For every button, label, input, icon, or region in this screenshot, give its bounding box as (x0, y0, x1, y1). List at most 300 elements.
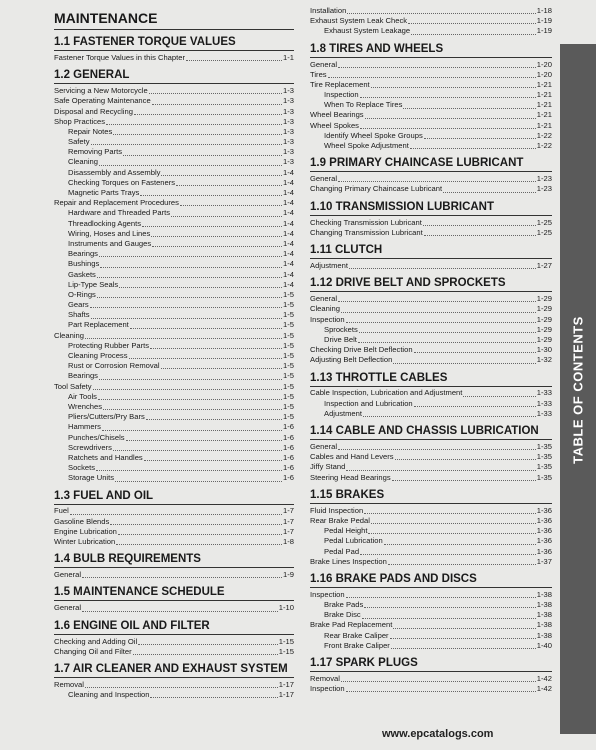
toc-entry[interactable] (310, 452, 552, 462)
toc-entry[interactable] (310, 294, 552, 304)
toc-entry[interactable] (54, 53, 294, 63)
dot-leader (390, 638, 536, 639)
dot-leader (99, 256, 282, 257)
toc-entry[interactable] (54, 371, 294, 381)
section-heading: 1.15 BRAKES (310, 489, 552, 504)
page-title: MAINTENANCE (54, 10, 294, 30)
toc-entry[interactable] (54, 270, 294, 280)
section-heading: 1.7 AIR CLEANER AND EXHAUST SYSTEM (54, 663, 294, 678)
dot-leader (150, 348, 282, 349)
toc-entry-page: 1-6 (283, 422, 294, 432)
toc-section (310, 573, 552, 651)
toc-entry-label: Wrenches (68, 401, 103, 411)
toc-entry[interactable] (310, 506, 552, 516)
toc-entry-page: 1-4 (283, 188, 294, 198)
toc-entry-page: 1-38 (536, 620, 552, 630)
toc-entry-page: 1-33 (536, 388, 552, 398)
section-heading: 1.2 GENERAL (54, 69, 294, 84)
dot-leader (100, 267, 282, 268)
toc-entry-label: Air Tools (68, 391, 97, 401)
toc-section (310, 657, 552, 694)
toc-entry-page: 1-36 (536, 526, 552, 536)
toc-entry-page: 1-6 (283, 452, 294, 462)
toc-entry-label: Sockets (68, 463, 96, 473)
dot-leader (99, 165, 282, 166)
dot-leader (463, 396, 535, 397)
toc-entry[interactable] (54, 158, 294, 168)
toc-entry[interactable] (54, 259, 294, 269)
toc-entry[interactable] (310, 684, 552, 694)
toc-entry-label: Repair Notes (68, 126, 113, 136)
toc-entry-page: 1-4 (283, 208, 294, 218)
section-heading: 1.16 BRAKE PADS AND DISCS (310, 573, 552, 588)
toc-entry-page: 1-7 (283, 506, 294, 516)
toc-entry-page: 1-3 (283, 147, 294, 157)
dot-leader (113, 450, 282, 451)
toc-entry[interactable] (54, 290, 294, 300)
toc-entry[interactable] (54, 107, 294, 117)
toc-entry[interactable] (54, 463, 294, 473)
dot-leader (363, 416, 536, 417)
toc-entry[interactable] (54, 96, 294, 106)
toc-entry[interactable] (310, 6, 552, 16)
toc-entry-label: Cleaning (54, 330, 84, 340)
dot-leader (85, 338, 282, 339)
toc-entry-page: 1-27 (536, 260, 552, 270)
section-heading: 1.8 TIRES AND WHEELS (310, 43, 552, 58)
dot-leader (349, 268, 536, 269)
toc-entry[interactable] (54, 168, 294, 178)
toc-entry[interactable] (310, 26, 552, 36)
toc-entry-label: Winter Lubrication (54, 537, 116, 547)
toc-entry-page: 1-3 (283, 157, 294, 167)
toc-entry[interactable] (54, 351, 294, 361)
toc-entry-label: Tires (310, 69, 327, 79)
toc-entry[interactable] (54, 517, 294, 527)
toc-entry-page: 1-4 (283, 228, 294, 238)
toc-entry-page: 1-4 (283, 177, 294, 187)
toc-entry[interactable] (54, 422, 294, 432)
toc-entry-page: 1-22 (536, 130, 552, 140)
dot-leader (360, 554, 536, 555)
toc-entry[interactable] (310, 228, 552, 238)
toc-entry[interactable] (54, 341, 294, 351)
toc-entry[interactable] (54, 507, 294, 517)
toc-entry-page: 1-36 (536, 536, 552, 546)
toc-entry-label: Removing Parts (68, 147, 123, 157)
toc-entry-label: Cleaning (310, 304, 340, 314)
toc-entry[interactable] (310, 335, 552, 345)
dot-leader (414, 352, 536, 353)
dot-leader (360, 128, 536, 129)
toc-entry-page: 1-17 (278, 690, 294, 700)
toc-entry-label: Hammers (68, 422, 101, 432)
toc-entry[interactable] (54, 570, 294, 580)
section-heading: 1.6 ENGINE OIL AND FILTER (54, 620, 294, 635)
dot-leader (347, 13, 535, 14)
dot-leader (98, 399, 282, 400)
toc-entry[interactable] (310, 389, 552, 399)
toc-entry-page: 1-21 (536, 90, 552, 100)
toc-entry[interactable] (54, 690, 294, 700)
dot-leader (96, 470, 282, 471)
toc-entry[interactable] (310, 409, 552, 419)
toc-entry-page: 1-6 (283, 473, 294, 483)
toc-entry[interactable] (310, 16, 552, 26)
dot-leader (97, 297, 282, 298)
toc-entry[interactable] (310, 184, 552, 194)
toc-entry[interactable] (310, 516, 552, 526)
toc-entry[interactable] (310, 473, 552, 483)
dot-leader (411, 34, 536, 35)
section-heading: 1.5 MAINTENANCE SCHEDULE (54, 586, 294, 601)
toc-entry-page: 1-3 (283, 86, 294, 96)
toc-entry-page: 1-21 (536, 100, 552, 110)
toc-entry[interactable] (54, 229, 294, 239)
toc-entry[interactable] (310, 218, 552, 228)
toc-entry-label: Adjustment (310, 260, 348, 270)
toc-entry-page: 1-30 (536, 345, 552, 355)
toc-entry-page: 1-37 (536, 556, 552, 566)
dot-leader (176, 185, 282, 186)
toc-entry-page: 1-32 (536, 355, 552, 365)
toc-entry-page: 1-38 (536, 610, 552, 620)
toc-entry-label: Storage Units (68, 473, 115, 483)
dot-leader (423, 225, 536, 226)
dot-leader (152, 246, 282, 247)
toc-entry-page: 1-42 (536, 674, 552, 684)
toc-entry-label: Rust or Corrosion Removal (68, 361, 160, 371)
toc-entry-label: Cables and Hand Levers (310, 452, 394, 462)
toc-entry[interactable] (310, 141, 552, 151)
toc-entry-page: 1-5 (283, 310, 294, 320)
toc-entry-label: Removal (310, 674, 340, 684)
toc-entry[interactable] (54, 147, 294, 157)
toc-entry[interactable] (310, 590, 552, 600)
dot-leader (360, 97, 536, 98)
toc-entry-label: Disposal and Recycling (54, 106, 133, 116)
dot-leader (364, 607, 536, 608)
toc-entry[interactable] (310, 60, 552, 70)
toc-entry-label: Wiring, Hoses and Lines (68, 228, 151, 238)
toc-entry-label: Removal (54, 679, 84, 689)
dot-leader (91, 318, 282, 319)
toc-entry[interactable] (310, 641, 552, 651)
toc-entry[interactable] (310, 631, 552, 641)
toc-entry[interactable] (54, 433, 294, 443)
toc-entry[interactable] (54, 647, 294, 657)
toc-entry-page: 1-38 (536, 600, 552, 610)
toc-entry-label: Jiffy Stand (310, 462, 346, 472)
section-heading: 1.17 SPARK PLUGS (310, 657, 552, 672)
dot-leader (146, 419, 282, 420)
toc-entry[interactable] (310, 261, 552, 271)
toc-entry[interactable] (310, 315, 552, 325)
section-heading: 1.11 CLUTCH (310, 244, 552, 259)
toc-section (310, 244, 552, 271)
toc-entry-label: Fluid Inspection (310, 505, 364, 515)
toc-entry-page: 1-23 (536, 184, 552, 194)
toc-entry[interactable] (310, 90, 552, 100)
toc-section (54, 36, 294, 63)
toc-entry[interactable] (54, 331, 294, 341)
toc-entry-label: Shop Practices (54, 116, 106, 126)
toc-entry-label: Front Brake Caliper (324, 640, 390, 650)
dot-leader (180, 205, 282, 206)
toc-entry-page: 1-4 (283, 249, 294, 259)
toc-section (54, 553, 294, 580)
toc-entry-page: 1-19 (536, 26, 552, 36)
toc-entry[interactable] (54, 198, 294, 208)
toc-entry-label: Brake Lines Inspection (310, 556, 387, 566)
dot-leader (133, 654, 278, 655)
toc-entry[interactable] (54, 178, 294, 188)
toc-entry-page: 1-5 (283, 401, 294, 411)
toc-entry-page: 1-29 (536, 314, 552, 324)
toc-entry[interactable] (310, 174, 552, 184)
toc-entry[interactable] (54, 637, 294, 647)
dot-leader (392, 480, 536, 481)
toc-entry[interactable] (310, 600, 552, 610)
section-heading: 1.4 BULB REQUIREMENTS (54, 553, 294, 568)
toc-entry[interactable] (310, 442, 552, 452)
toc-entry-label: Magnetic Parts Trays (68, 188, 140, 198)
toc-entry-page: 1-6 (283, 463, 294, 473)
dot-leader (70, 514, 282, 515)
toc-entry-page: 1-5 (283, 300, 294, 310)
toc-entry-label: Screwdrivers (68, 442, 112, 452)
toc-entry-label: Inspection (310, 589, 345, 599)
dot-leader (391, 648, 536, 649)
section-heading: 1.3 FUEL AND OIL (54, 490, 294, 505)
toc-section (310, 277, 552, 365)
dot-leader (115, 481, 282, 482)
toc-entry[interactable] (54, 680, 294, 690)
toc-entry-label: Changing Primary Chaincase Lubricant (310, 184, 443, 194)
toc-entry-page: 1-35 (536, 472, 552, 482)
toc-entry[interactable] (310, 621, 552, 631)
toc-entry[interactable] (54, 527, 294, 537)
toc-entry-page: 1-5 (283, 320, 294, 330)
toc-entry-page: 1-4 (283, 167, 294, 177)
dot-leader (371, 523, 536, 524)
toc-left-column (54, 6, 294, 700)
toc-right-column (310, 6, 552, 694)
toc-section (310, 201, 552, 238)
dot-leader (129, 358, 283, 359)
dot-leader (151, 236, 282, 237)
dot-leader (123, 155, 282, 156)
toc-entry-label: General (310, 59, 338, 69)
toc-entry[interactable] (54, 310, 294, 320)
toc-entry-page: 1-36 (536, 546, 552, 556)
toc-entry[interactable] (310, 526, 552, 536)
toc-entry[interactable] (54, 137, 294, 147)
toc-entry[interactable] (310, 100, 552, 110)
toc-entry-page: 1-35 (536, 442, 552, 452)
toc-section (310, 425, 552, 483)
toc-entry[interactable] (310, 547, 552, 557)
toc-entry[interactable] (54, 453, 294, 463)
toc-entry[interactable] (310, 80, 552, 90)
toc-entry-label: Repair and Replacement Procedures (54, 198, 179, 208)
toc-entry-label: Rear Brake Pedal (310, 515, 370, 525)
dot-leader (149, 93, 282, 94)
toc-entry[interactable] (54, 300, 294, 310)
toc-entry-label: When To Replace Tires (324, 100, 403, 110)
toc-entry[interactable] (54, 361, 294, 371)
toc-entry-label: Punches/Chisels (68, 432, 125, 442)
dot-leader (144, 460, 282, 461)
toc-entry[interactable] (310, 345, 552, 355)
toc-entry[interactable] (54, 86, 294, 96)
dot-leader (338, 449, 536, 450)
toc-section (54, 586, 294, 613)
toc-entry-page: 1-4 (283, 198, 294, 208)
toc-entry[interactable] (310, 325, 552, 335)
toc-entry-page: 1-33 (536, 398, 552, 408)
section-heading: 1.13 THROTTLE CABLES (310, 372, 552, 387)
dot-leader (102, 430, 282, 431)
watermark-text: www.epcatalogs.com (382, 728, 494, 740)
toc-entry-page: 1-5 (283, 289, 294, 299)
toc-section (54, 663, 294, 700)
toc-entry-page: 1-3 (283, 106, 294, 116)
toc-entry-label: Pedal Pad (324, 546, 360, 556)
toc-entry-label: Identify Wheel Spoke Groups (324, 130, 423, 140)
toc-entry[interactable] (54, 412, 294, 422)
dot-leader (171, 216, 282, 217)
toc-entry[interactable] (54, 188, 294, 198)
dot-leader (85, 687, 278, 688)
toc-entry-page: 1-9 (283, 570, 294, 580)
toc-entry[interactable] (54, 127, 294, 137)
toc-entry-label: Cleaning and Inspection (68, 690, 150, 700)
toc-entry[interactable] (54, 392, 294, 402)
toc-entry-page: 1-4 (283, 259, 294, 269)
toc-entry[interactable] (310, 399, 552, 409)
toc-entry[interactable] (310, 536, 552, 546)
toc-entry-page: 1-5 (283, 351, 294, 361)
section-heading: 1.1 FASTENER TORQUE VALUES (54, 36, 294, 51)
toc-entry-page: 1-4 (283, 279, 294, 289)
toc-entry[interactable] (54, 321, 294, 331)
toc-entry-label: Wheel Spoke Adjustment (324, 141, 409, 151)
dot-leader (106, 124, 282, 125)
dot-leader (126, 440, 282, 441)
toc-entry-label: Pliers/Cutters/Pry Bars (68, 412, 145, 422)
toc-entry[interactable] (54, 402, 294, 412)
dot-leader (150, 697, 277, 698)
dot-leader (338, 301, 536, 302)
toc-entry[interactable] (310, 462, 552, 472)
toc-entry-page: 1-38 (536, 630, 552, 640)
toc-entry[interactable] (54, 443, 294, 453)
toc-entry[interactable] (54, 280, 294, 290)
toc-entry-label: Sprockets (324, 324, 358, 334)
toc-entry-label: General (54, 603, 82, 613)
toc-entry-label: Checking and Adding Oil (54, 636, 138, 646)
toc-entry[interactable] (54, 117, 294, 127)
dot-leader (116, 544, 282, 545)
toc-entry[interactable] (310, 557, 552, 567)
dot-leader (388, 564, 536, 565)
toc-entry-page: 1-21 (536, 110, 552, 120)
dot-leader (130, 328, 282, 329)
toc-entry[interactable] (54, 208, 294, 218)
toc-entry-page: 1-17 (278, 679, 294, 689)
toc-entry-page: 1-5 (283, 381, 294, 391)
toc-entry-page: 1-36 (536, 505, 552, 515)
left-section-list (54, 36, 294, 700)
toc-entry-label: Rear Brake Caliper (324, 630, 389, 640)
toc-entry-label: Pedal Height (324, 526, 368, 536)
toc-entry[interactable] (310, 131, 552, 141)
toc-entry-page: 1-3 (283, 137, 294, 147)
dot-leader (110, 524, 282, 525)
toc-entry-page: 1-40 (536, 640, 552, 650)
toc-entry-label: Protecting Rubber Parts (68, 340, 150, 350)
toc-entry[interactable] (54, 473, 294, 483)
toc-entry-label: General (310, 442, 338, 452)
toc-entry-page: 1-29 (536, 334, 552, 344)
toc-entry-page: 1-3 (283, 96, 294, 106)
toc-entry[interactable] (310, 111, 552, 121)
toc-entry[interactable] (310, 304, 552, 314)
toc-entry-page: 1-29 (536, 294, 552, 304)
toc-entry-label: Tire Replacement (310, 79, 370, 89)
dot-leader (142, 226, 282, 227)
dot-leader (118, 534, 282, 535)
toc-entry[interactable] (310, 70, 552, 80)
toc-entry-label: Lip-Type Seals (68, 279, 119, 289)
toc-entry[interactable] (54, 603, 294, 613)
toc-entry-label: General (310, 294, 338, 304)
dot-leader (346, 322, 536, 323)
dot-leader (424, 235, 536, 236)
toc-entry-page: 1-6 (283, 432, 294, 442)
toc-entry-page: 1-42 (536, 684, 552, 694)
toc-entry-page: 1-33 (536, 408, 552, 418)
toc-entry[interactable] (54, 219, 294, 229)
toc-section (310, 372, 552, 420)
dot-leader (90, 307, 282, 308)
section-heading: 1.9 PRIMARY CHAINCASE LUBRICANT (310, 157, 552, 172)
toc-entry-label: Threadlocking Agents (68, 218, 142, 228)
toc-entry-label: Brake Pads (324, 600, 364, 610)
dot-leader (328, 77, 536, 78)
dot-leader (138, 644, 278, 645)
toc-entry[interactable] (310, 610, 552, 620)
toc-entry-page: 1-10 (278, 603, 294, 613)
toc-entry[interactable] (310, 674, 552, 684)
side-tab-label: TABLE OF CONTENTS (570, 316, 586, 464)
toc-entry[interactable] (310, 355, 552, 365)
dot-leader (161, 175, 282, 176)
toc-entry[interactable] (54, 239, 294, 249)
dot-leader (408, 23, 536, 24)
toc-entry-label: Inspection (324, 90, 359, 100)
toc-entry-label: Part Replacement (68, 320, 129, 330)
toc-entry-page: 1-5 (283, 330, 294, 340)
toc-entry[interactable] (54, 537, 294, 547)
toc-entry[interactable] (310, 121, 552, 131)
toc-entry-label: Checking Transmission Lubricant (310, 217, 422, 227)
toc-entry[interactable] (54, 249, 294, 259)
toc-entry-label: Exhaust System Leak Check (310, 16, 408, 26)
toc-entry-label: Brake Pad Replacement (310, 620, 393, 630)
toc-entry[interactable] (54, 382, 294, 392)
